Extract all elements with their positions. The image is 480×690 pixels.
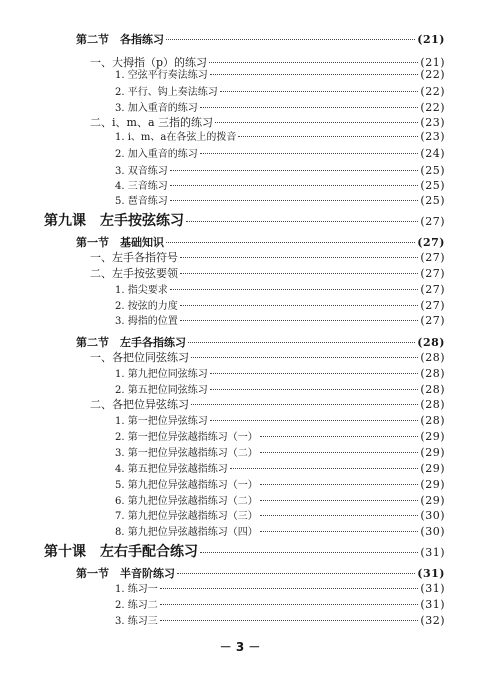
dot-leader [166,39,415,40]
dot-leader [200,153,419,154]
toc-title: 二、各把位异弦练习 [90,398,189,411]
toc-title: 一、左手各指符号 [90,251,178,264]
toc-entry-item [115,429,445,445]
toc-entry-item [115,524,445,540]
dot-leader [220,91,419,92]
toc-page-ref: (30) [420,525,445,538]
toc-page-ref: (28) [420,398,445,411]
toc-page-ref: (22) [420,85,445,98]
dot-leader [209,62,418,63]
toc-page-ref: (24) [420,147,445,160]
toc-entry-item [115,193,445,209]
toc-entry-lesson [44,213,445,229]
toc-entry-section [76,566,445,582]
toc-title: 1. i、m、a在各弦上的拨音 [115,132,237,143]
toc-page-ref: (27) [417,236,445,249]
dot-leader [170,200,419,201]
dot-leader [210,389,419,390]
toc-entry-item [115,366,445,382]
toc-entry-section [76,335,445,351]
dot-leader [166,242,415,243]
page-number: － 3 － [219,640,261,654]
dot-leader [230,468,419,469]
dot-leader [200,552,418,553]
toc-page-ref: (27) [420,299,445,312]
toc-entry-item [115,178,445,194]
toc-entry-item [115,298,445,314]
toc-entry-item [115,382,445,398]
toc-title: 2. 平行、钩上奏法练习 [115,87,218,98]
toc-title: 1. 指尖要求 [115,285,168,296]
toc-title: 一、大拇指（p）的练习 [90,56,208,69]
dot-leader [238,136,418,137]
toc-title: 2. 第一把位异弦越指练习（一） [115,432,258,443]
dot-leader [180,257,418,258]
toc-title: 第二节 左手各指练习 [76,336,186,349]
toc-title: 第二节 各指练习 [76,33,164,46]
toc-entry-topic [90,397,445,413]
toc-title: 2. 加入重音的练习 [115,149,198,160]
toc-page-ref: (27) [420,215,445,228]
dot-leader [186,221,418,222]
dot-leader [260,484,419,485]
toc-entry-item [115,477,445,493]
toc-entry-item [115,413,445,429]
dot-leader [260,452,419,453]
toc-page-ref: (21) [417,33,445,46]
toc-entry-item [115,508,445,524]
toc-page-ref: (22) [420,101,445,114]
toc-title: 3. 双音练习 [115,166,168,177]
dot-leader [160,604,419,605]
toc-entry-topic [90,250,445,266]
toc-entry-section [76,32,445,48]
toc-entry-item [115,493,445,509]
toc-entry-item [115,129,445,145]
toc-title: 第九课 左手按弦练习 [44,213,184,229]
dot-leader [170,170,419,171]
toc-page-ref: (31) [420,582,445,595]
dot-leader [180,273,418,274]
toc-title: 1. 练习一 [115,584,158,595]
toc-entry-lesson [44,544,445,560]
toc-title: 4. 三音练习 [115,181,168,192]
toc-page-ref: (27) [420,314,445,327]
dot-leader [260,531,419,532]
toc-title: 第十课 左右手配合练习 [44,544,198,560]
dot-leader [210,74,419,75]
dot-leader [170,289,419,290]
toc-page-ref: (29) [420,446,445,459]
toc-title: 3. 练习三 [115,616,158,627]
toc-page-ref: (22) [420,68,445,81]
toc-entry-item [115,282,445,298]
dot-leader [177,573,415,574]
toc-page-ref: (29) [420,462,445,475]
toc-title: 第一节 半音阶练习 [76,567,175,580]
toc-page-ref: (31) [420,598,445,611]
toc-page-ref: (29) [420,430,445,443]
toc-title: 3. 加入重音的练习 [115,103,198,114]
toc-entry-section [76,235,445,251]
dot-leader [191,404,418,405]
dot-leader [160,620,419,621]
dot-leader [260,515,419,516]
dot-leader [188,342,415,343]
toc-title: 5. 第九把位异弦越指练习（一） [115,480,258,491]
toc-title: 2. 按弦的力度 [115,301,178,312]
toc-entry-item [115,581,445,597]
toc-entry-item [115,597,445,613]
dot-leader [200,107,419,108]
toc-entry-item [115,100,445,116]
toc-page-ref: (31) [417,567,445,580]
toc-title: 1. 第九把位同弦练习 [115,369,208,380]
toc-entry-item [115,613,445,629]
dot-leader [160,588,419,589]
toc-page-ref: (23) [420,130,445,143]
toc-page-ref: (30) [420,509,445,522]
toc-page-ref: (25) [420,164,445,177]
dot-leader [180,305,419,306]
toc-page-ref: (31) [420,546,445,559]
toc-page-ref: (21) [420,56,445,69]
toc-page-ref: (23) [420,116,445,129]
toc-entry-item [115,461,445,477]
toc-page-ref: (28) [420,414,445,427]
toc-entry-topic [90,350,445,366]
toc-entry-item [115,313,445,329]
toc-page-ref: (28) [417,336,445,349]
dot-leader [210,373,419,374]
dot-leader [260,500,419,501]
toc-entry-item [115,146,445,162]
dot-leader [170,185,419,186]
toc-title: 2. 练习二 [115,600,158,611]
toc-title: 8. 第九把位异弦越指练习（四） [115,527,258,538]
dot-leader [180,320,419,321]
toc-title: 一、各把位同弦练习 [90,351,189,364]
dot-leader [260,436,419,437]
toc-title: 7. 第九把位异弦越指练习（三） [115,511,258,522]
toc-page-ref: (28) [420,367,445,380]
toc-entry-item [115,67,445,83]
toc-page-ref: (27) [420,251,445,264]
dot-leader [215,122,418,123]
toc-title: 1. 第一把位异弦练习 [115,416,208,427]
dot-leader [210,420,419,421]
toc-title: 4. 第五把位异弦越指练习 [115,464,228,475]
toc-entry-item [115,163,445,179]
toc-title: 二、左手按弦要领 [90,267,178,280]
toc-title: 3. 拇指的位置 [115,316,178,327]
toc-entry-item [115,84,445,100]
toc-title: 第一节 基础知识 [76,236,164,249]
toc-entry-item [115,445,445,461]
toc-page-ref: (27) [420,283,445,296]
toc-page-ref: (32) [420,614,445,627]
toc-page-ref: (25) [420,179,445,192]
toc-page-ref: (29) [420,478,445,491]
toc-title: 二、i、m、a 三指的练习 [90,116,214,129]
toc-entry-topic [90,266,445,282]
toc-page-ref: (25) [420,194,445,207]
toc-title: 5. 琶音练习 [115,196,168,207]
toc-page-ref: (29) [420,494,445,507]
toc-page-ref: (27) [420,267,445,280]
toc-title: 3. 第一把位异弦越指练习（二） [115,448,258,459]
toc-page-ref: (28) [420,351,445,364]
toc-page-ref: (28) [420,383,445,396]
toc-title: 6. 第九把位异弦越指练习（二） [115,496,258,507]
toc-title: 1. 空弦平行奏法练习 [115,70,208,81]
dot-leader [191,357,418,358]
toc-title: 2. 第五把位同弦练习 [115,385,208,396]
